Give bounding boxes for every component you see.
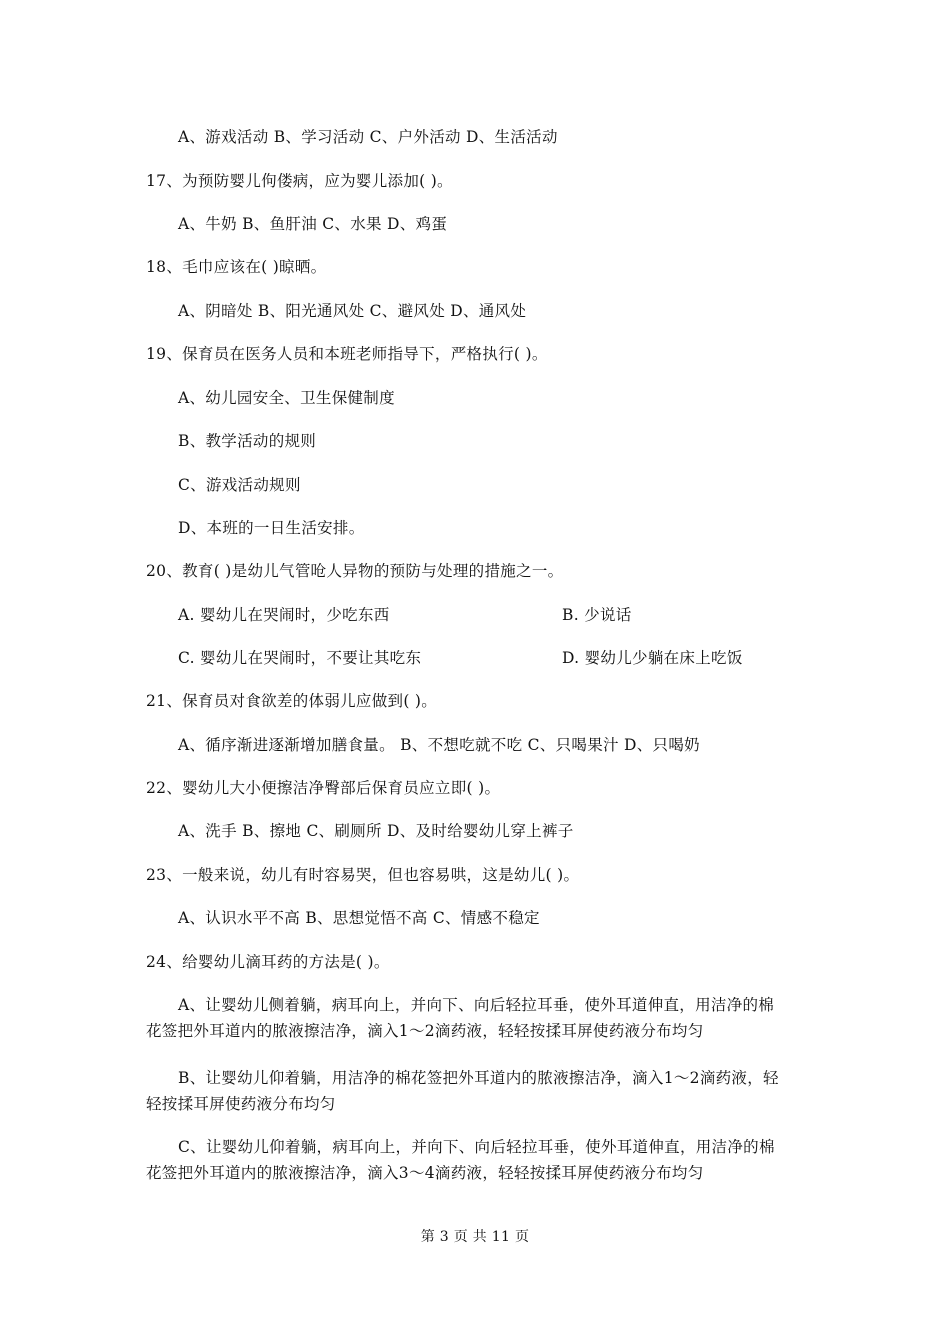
q20-option-a: A. 婴幼儿在哭闹时，少吃东西 <box>178 606 390 624</box>
question-22: 22、婴幼儿大小便擦洁净臀部后保育员应立即( )。 <box>146 779 501 797</box>
q19-option-a: A、幼儿园安全、卫生保健制度 <box>178 389 395 407</box>
q19-option-d: D、本班的一日生活安排。 <box>178 519 365 537</box>
question-23: 23、一般来说，幼儿有时容易哭，但也容易哄，这是幼儿( )。 <box>146 866 580 884</box>
question-18: 18、毛巾应该在( )晾晒。 <box>146 258 327 276</box>
q24-option-a-line1: A、让婴幼儿侧着躺，病耳向上，并向下、向后轻拉耳垂，使外耳道伸直，用洁净的棉 <box>178 996 775 1014</box>
q19-option-c: C、游戏活动规则 <box>178 476 301 494</box>
q17-options: A、牛奶 B、鱼肝油 C、水果 D、鸡蛋 <box>178 215 448 233</box>
q16-options: A、游戏活动 B、学习活动 C、户外活动 D、生活活动 <box>178 128 558 146</box>
q24-option-c-line1: C、让婴幼儿仰着躺，病耳向上，并向下、向后轻拉耳垂，使外耳道伸直，用洁净的棉 <box>178 1138 775 1156</box>
q24-option-a-line2: 花签把外耳道内的脓液擦洁净，滴入1～2滴药液，轻轻按揉耳屏使药液分布均匀 <box>146 1022 704 1040</box>
page-footer: 第 3 页 共 11 页 <box>420 1229 530 1245</box>
q20-option-b: B. 少说话 <box>562 606 632 624</box>
q22-options: A、洗手 B、擦地 C、刷厕所 D、及时给婴幼儿穿上裤子 <box>178 822 574 840</box>
q24-option-c-line2: 花签把外耳道内的脓液擦洁净，滴入3～4滴药液，轻轻按揉耳屏使药液分布均匀 <box>146 1164 704 1182</box>
question-21: 21、保育员对食欲差的体弱儿应做到( )。 <box>146 692 438 710</box>
q20-option-d: D. 婴幼儿少躺在床上吃饭 <box>562 649 743 667</box>
q19-option-b: B、教学活动的规则 <box>178 432 317 450</box>
q20-option-c: C. 婴幼儿在哭闹时，不要让其吃东 <box>178 649 422 667</box>
q21-options: A、循序渐进逐渐增加膳食量。 B、不想吃就不吃 C、只喝果汁 D、只喝奶 <box>178 736 700 754</box>
q23-options: A、认识水平不高 B、思想觉悟不高 C、情感不稳定 <box>178 909 540 927</box>
q24-option-b-line1: B、让婴幼儿仰着躺，用洁净的棉花签把外耳道内的脓液擦洁净，滴入1～2滴药液，轻 <box>178 1069 779 1087</box>
question-19: 19、保育员在医务人员和本班老师指导下，严格执行( )。 <box>146 345 548 363</box>
question-17: 17、为预防婴儿佝偻病，应为婴儿添加( )。 <box>146 172 453 190</box>
q18-options: A、阴暗处 B、阳光通风处 C、避风处 D、通风处 <box>178 302 527 320</box>
question-24: 24、给婴幼儿滴耳药的方法是( )。 <box>146 953 390 971</box>
q24-option-b-line2: 轻按揉耳屏使药液分布均匀 <box>146 1095 336 1113</box>
question-20: 20、教育( )是幼儿气管呛人异物的预防与处理的措施之一。 <box>146 562 564 580</box>
